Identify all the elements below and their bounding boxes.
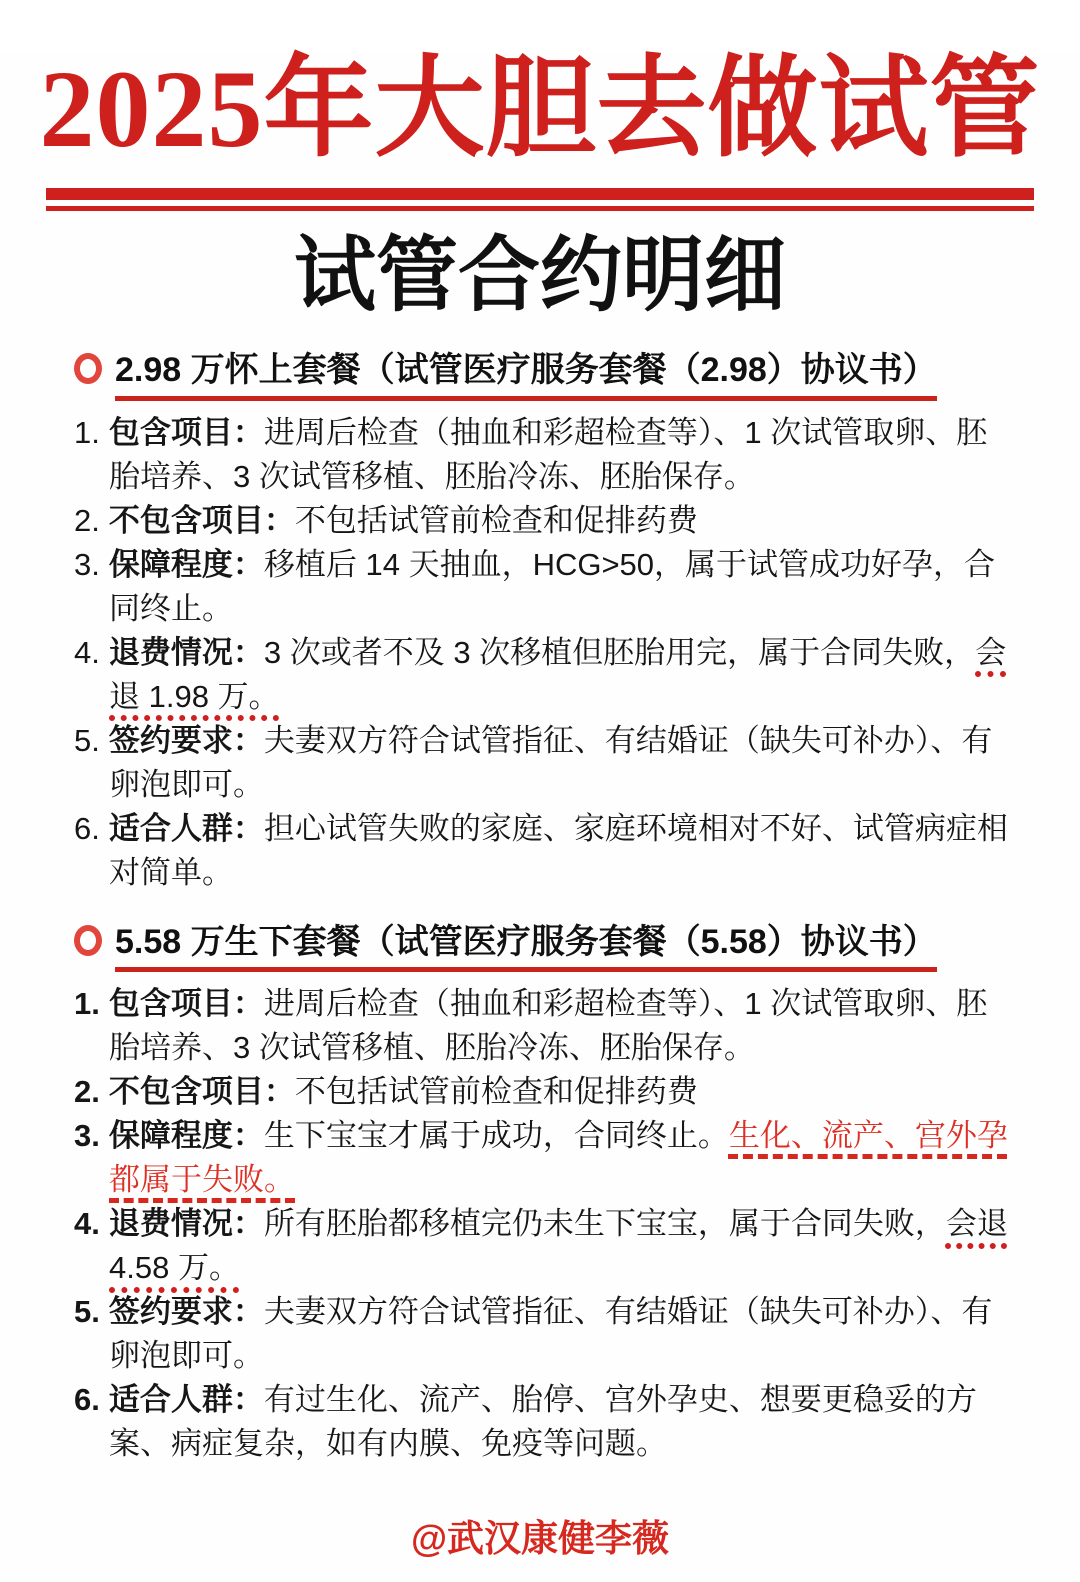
item-text: 夫妻双方符合试管指征、有结婚证（缺失可补办）、有卵泡即可。 bbox=[109, 722, 993, 802]
contract-content bbox=[74, 349, 1012, 1466]
item-text: 所有胚胎都移植完仍未生下宝宝，属于合同失败， bbox=[263, 1206, 946, 1242]
contract-item bbox=[74, 1202, 1012, 1290]
divider-thick-bar bbox=[46, 188, 1034, 200]
package-section-5-58 bbox=[74, 921, 1012, 1467]
item-label: 保障程度： bbox=[108, 546, 264, 582]
item-text: 夫妻双方符合试管指征、有结婚证（缺失可补办）、有卵泡即可。 bbox=[109, 1294, 993, 1374]
ring-bullet-icon bbox=[74, 353, 102, 384]
item-text: 担心试管失败的家庭、家庭环境相对不好、试管病症相对简单。 bbox=[109, 810, 1008, 890]
contract-item bbox=[74, 1378, 1012, 1466]
item-text: 有过生化、流产、胎停、宫外孕史、想要更稳妥的方案、病症复杂，如有内膜、免疫等问题。 bbox=[109, 1382, 977, 1462]
item-label: 不包含项目： bbox=[108, 1074, 295, 1110]
title-divider bbox=[46, 188, 1034, 211]
item-highlight-dotted: 会退 1.98 万。 bbox=[109, 634, 1007, 714]
page-subtitle: 试管合约明细 bbox=[293, 230, 786, 321]
divider-thin-bar bbox=[46, 206, 1034, 211]
item-label: 签约要求： bbox=[108, 1294, 264, 1330]
item-label: 包含项目： bbox=[108, 986, 264, 1022]
ring-bullet-icon bbox=[74, 925, 102, 956]
section-header bbox=[74, 349, 1012, 401]
item-number: 1. bbox=[74, 414, 100, 450]
item-number: 2. bbox=[74, 1074, 100, 1110]
poster-page bbox=[0, 48, 1080, 1582]
item-text: 不包括试管前检查和促排药费 bbox=[294, 502, 698, 538]
item-label: 退费情况： bbox=[108, 634, 264, 670]
item-number: 4. bbox=[74, 1206, 100, 1242]
item-number: 1. bbox=[74, 986, 100, 1022]
item-label: 适合人群： bbox=[108, 810, 264, 846]
item-text: 3 次或者不及 3 次移植但胚胎用完，属于合同失败， bbox=[263, 634, 976, 670]
item-label: 签约要求： bbox=[108, 722, 264, 758]
item-text: 进周后检查（抽血和彩超检查等）、1 次试管取卵、胚胎培养、3 次试管移植、胚胎冷冻、胚胎保存。 bbox=[109, 986, 988, 1066]
item-label: 退费情况： bbox=[108, 1206, 264, 1242]
item-text: 生下宝宝才属于成功，合同终止。 bbox=[263, 1118, 729, 1154]
page-title: 2025年大胆去做试管 bbox=[39, 48, 1041, 170]
item-number: 5. bbox=[74, 1294, 100, 1330]
contract-item bbox=[74, 631, 1012, 719]
item-number: 4. bbox=[74, 634, 100, 670]
section-heading: 2.98 万怀上套餐（试管医疗服务套餐（2.98）协议书） bbox=[115, 349, 937, 401]
contract-item bbox=[74, 719, 1012, 807]
footer-credit: @武汉康健李薇 bbox=[410, 1518, 670, 1560]
item-label: 适合人群： bbox=[108, 1382, 264, 1418]
contract-item bbox=[74, 982, 1012, 1070]
section-heading: 5.58 万生下套餐（试管医疗服务套餐（5.58）协议书） bbox=[115, 921, 937, 973]
item-number: 3. bbox=[74, 546, 100, 582]
section-header bbox=[74, 921, 1012, 973]
item-text: 移植后 14 天抽血，HCG>50，属于试管成功好孕，合同终止。 bbox=[109, 546, 996, 626]
item-number: 6. bbox=[74, 1382, 100, 1418]
item-number: 5. bbox=[74, 722, 100, 758]
package-section-2-98 bbox=[74, 349, 1012, 895]
contract-item bbox=[74, 543, 1012, 631]
item-label: 不包含项目： bbox=[108, 502, 295, 538]
contract-item bbox=[74, 1290, 1012, 1378]
item-text: 不包括试管前检查和促排药费 bbox=[294, 1074, 698, 1110]
contract-item bbox=[74, 411, 1012, 499]
item-highlight-red-dashed: 生化、流产、宫外孕都属于失败。 bbox=[109, 1118, 1008, 1198]
item-label: 保障程度： bbox=[108, 1118, 264, 1154]
item-label: 包含项目： bbox=[108, 414, 264, 450]
item-number: 6. bbox=[74, 810, 100, 846]
contract-item bbox=[74, 807, 1012, 895]
item-text: 进周后检查（抽血和彩超检查等）、1 次试管取卵、胚胎培养、3 次试管移植、胚胎冷冻、胚胎保存。 bbox=[109, 414, 988, 494]
item-highlight-dotted: 会退 4.58 万。 bbox=[109, 1206, 1008, 1286]
item-number: 3. bbox=[74, 1118, 100, 1154]
item-number: 2. bbox=[74, 502, 100, 538]
contract-item bbox=[74, 1070, 1012, 1114]
contract-item bbox=[74, 499, 1012, 543]
contract-item bbox=[74, 1114, 1012, 1202]
